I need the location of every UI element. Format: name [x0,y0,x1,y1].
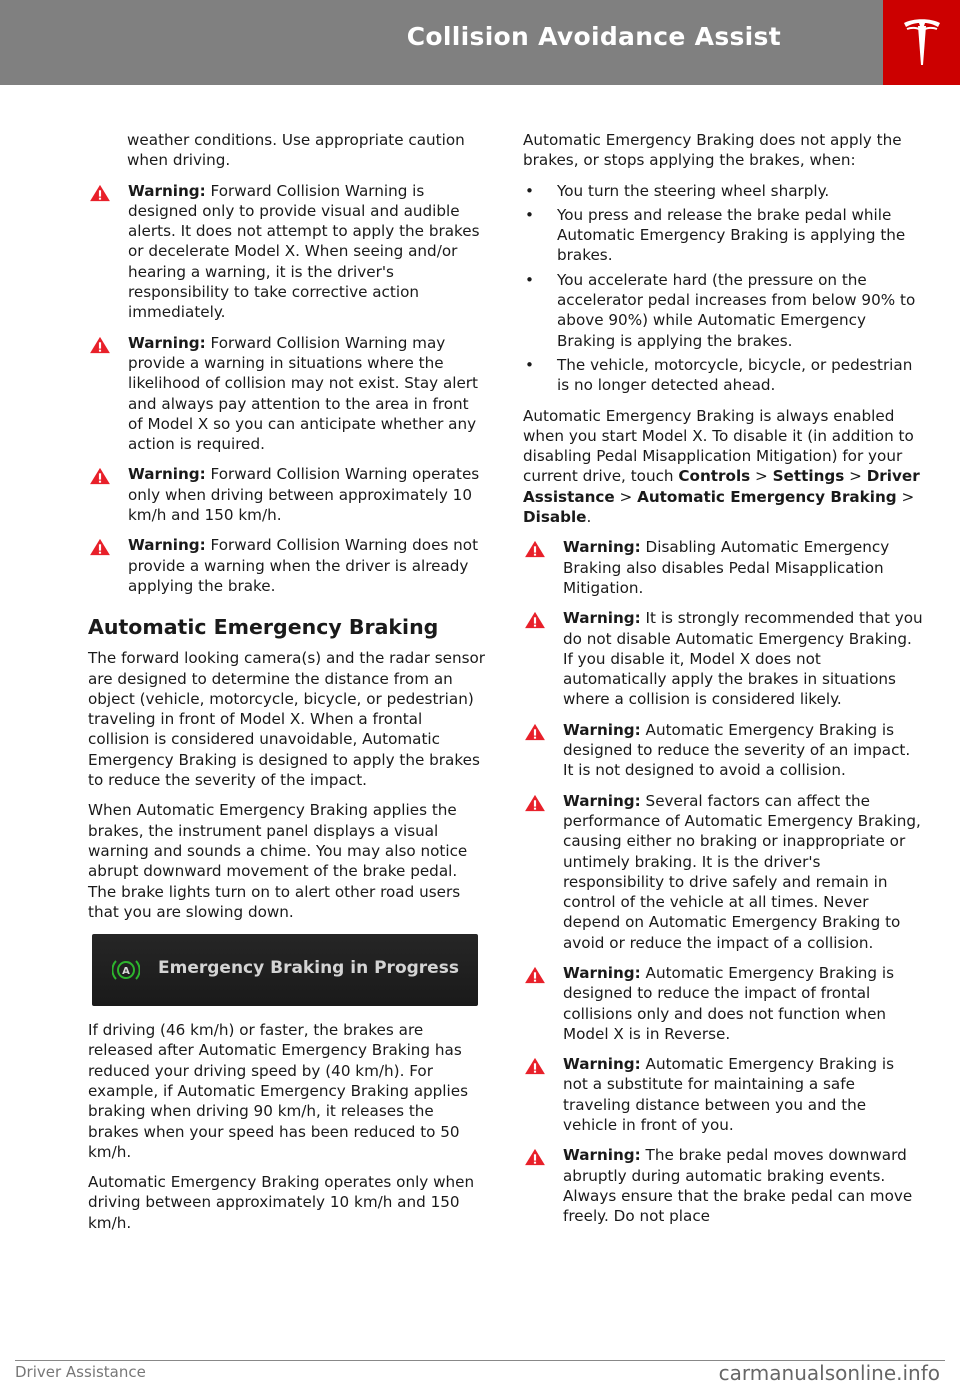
aeb-indicator-icon [112,956,140,984]
warning-label: Warning: [563,1055,641,1074]
warning-block [523,608,923,709]
body-paragraph: When Automatic Emergency Braking applies the brakes, the instrument panel displays a visual warning and sounds a chime. You may also notice abrupt downward movement of the brake pedal. The brake lights turn on to alert other road users that you are slowing down. [88,801,468,921]
warning-label: Warning: [128,181,206,200]
body-paragraph: If driving (46 km/h) or faster, the brakes are released after Automatic Emergency Braking has reduced your driving speed by (40 km/h). For example, if Automatic Emergency Braking applies braking when driving 90 km/h, it releases the brakes when your speed has been reduced to 50 km/h. [88,1021,468,1161]
condition-list [523,181,923,396]
warning-label: Warning: [563,1146,641,1165]
page-header [0,0,883,85]
footer-section-label: Driver Assistance [15,1363,146,1381]
warning-block [523,963,923,1044]
menu-path-controls: Controls [678,467,751,486]
tesla-logo-icon [903,17,941,69]
warning-triangle-icon [88,336,112,354]
intro-paragraph: weather conditions. Use appropriate caution when driving. [127,131,465,170]
warning-text: It is strongly recommended that you do not disable Automatic Emergency Braking. If you disable it, Model X does not automatically apply the brakes in situations where a collision is considered likely. [563,609,923,709]
menu-path-settings: Settings [772,467,845,486]
warning-triangle-icon [88,538,112,556]
warning-label: Warning: [563,791,641,810]
emergency-braking-banner-image [92,934,478,1006]
warning-triangle-icon [88,467,112,485]
warning-text: Forward Collision Warning operates only when driving between approximately 10 km/h and 150 km/h. [128,465,480,525]
warning-text: Automatic Emergency Braking is designed to reduce the impact of frontal collisions only and does not function when Model X is in Reverse. [563,963,894,1043]
warning-label: Warning: [128,333,206,352]
right-column [523,130,923,1237]
warning-block [523,1054,923,1135]
warning-triangle-icon [523,966,547,984]
menu-path-aeb: Automatic Emergency Braking [637,487,897,506]
list-item: • You turn the steering wheel sharply. [523,181,923,201]
menu-path-driver-assistance: Driver Assistance [523,467,920,506]
footer-watermark[interactable]: carmanualsonline.info [718,1361,940,1385]
body-paragraph: The forward looking camera(s) and the radar sensor are designed to determine the distance from an object (vehicle, motorcycle, bicycle, or pedestrian) traveling in front of Model X. When a frontal collision is considered unavoidable, Automatic Emergency Braking is designed to apply the brakes to reduce the severity of the impact. [88,649,486,790]
svg-text:A: A [122,966,130,978]
warning-block [88,535,486,596]
warning-block [523,720,923,781]
list-item: • You accelerate hard (the pressure on the accelerator pedal increases from below 90% to above 90%) while Automatic Emergency Braking is applying the brakes. [523,270,923,351]
warning-label: Warning: [128,465,206,484]
warning-triangle-icon [523,611,547,629]
left-column [88,130,486,1243]
warning-label: Warning: [563,609,641,628]
warning-text: Several factors can affect the performance of Automatic Emergency Braking, causing either no braking or inappropriate or untimely braking. It is the driver's responsibility to drive safely and remain in control of the vehicle at all times. Never depend on Automatic Emergency Braking to avoid or reduce the impact of a collision. [563,791,921,952]
warning-label: Warning: [563,963,641,982]
menu-path-disable: Disable [523,508,587,527]
body-paragraph: Automatic Emergency Braking operates only when driving between approximately 10 km/h and 150 km/h. [88,1173,475,1232]
warning-block [88,333,486,455]
page-title: Collision Avoidance Assist [406,22,781,51]
warning-text: Forward Collision Warning is designed only to provide visual and audible alerts. It does not attempt to apply the brakes or decelerate Model X. When seeing and/or hearing a warning, it is the driver's responsibility to take corrective action immediately. [128,181,480,322]
warning-block [88,181,486,323]
warning-block [523,791,923,953]
disable-instructions: Automatic Emergency Braking is always enabled when you start Model X. To disable it (in addition to disabling Pedal Misapplication Mitigation) for your current drive, touch Controls > Settings > Driver Assistance > Automatic Emergency Braking > Disable. [523,406,920,527]
list-item: • You press and release the brake pedal while Automatic Emergency Braking is applying the brakes. [523,205,923,266]
banner-text: Emergency Braking in Progress [158,958,459,979]
warning-block [523,537,923,598]
warning-text: The brake pedal moves downward abruptly during automatic braking events. Always ensure that the brake pedal can move freely. Do not place [563,1146,913,1226]
warning-triangle-icon [523,794,547,812]
warning-text: Disabling Automatic Emergency Braking also disables Pedal Misapplication Mitigation. [563,538,890,597]
warning-block [523,1145,923,1226]
section-heading: Automatic Emergency Braking [88,615,439,640]
intro-paragraph: Automatic Emergency Braking does not apply the brakes, or stops applying the brakes, when: [523,131,902,170]
warning-triangle-icon [88,184,112,202]
warning-label: Warning: [563,538,641,557]
warning-triangle-icon [523,723,547,741]
warning-text: Automatic Emergency Braking is not a substitute for maintaining a safe traveling distance between you and the vehicle in front of you. [563,1055,894,1135]
warning-label: Warning: [563,720,641,739]
warning-block [88,464,486,525]
warning-triangle-icon [523,540,547,558]
warning-triangle-icon [523,1057,547,1075]
warning-text: Forward Collision Warning does not provide a warning when the driver is already applying the brake. [128,536,479,595]
warning-text: Automatic Emergency Braking is designed to reduce the severity of an impact. It is not designed to avoid a collision. [563,720,911,780]
warning-text: Forward Collision Warning may provide a warning in situations where the likelihood of collision may not exist. Stay alert and always pay attention to the area in front of Model X so you can anticipate whether any action is required. [128,333,479,454]
list-item: • The vehicle, motorcycle, bicycle, or pedestrian is no longer detected ahead. [523,355,923,396]
brand-logo-box [883,0,960,85]
warning-triangle-icon [523,1148,547,1166]
warning-label: Warning: [128,536,206,555]
